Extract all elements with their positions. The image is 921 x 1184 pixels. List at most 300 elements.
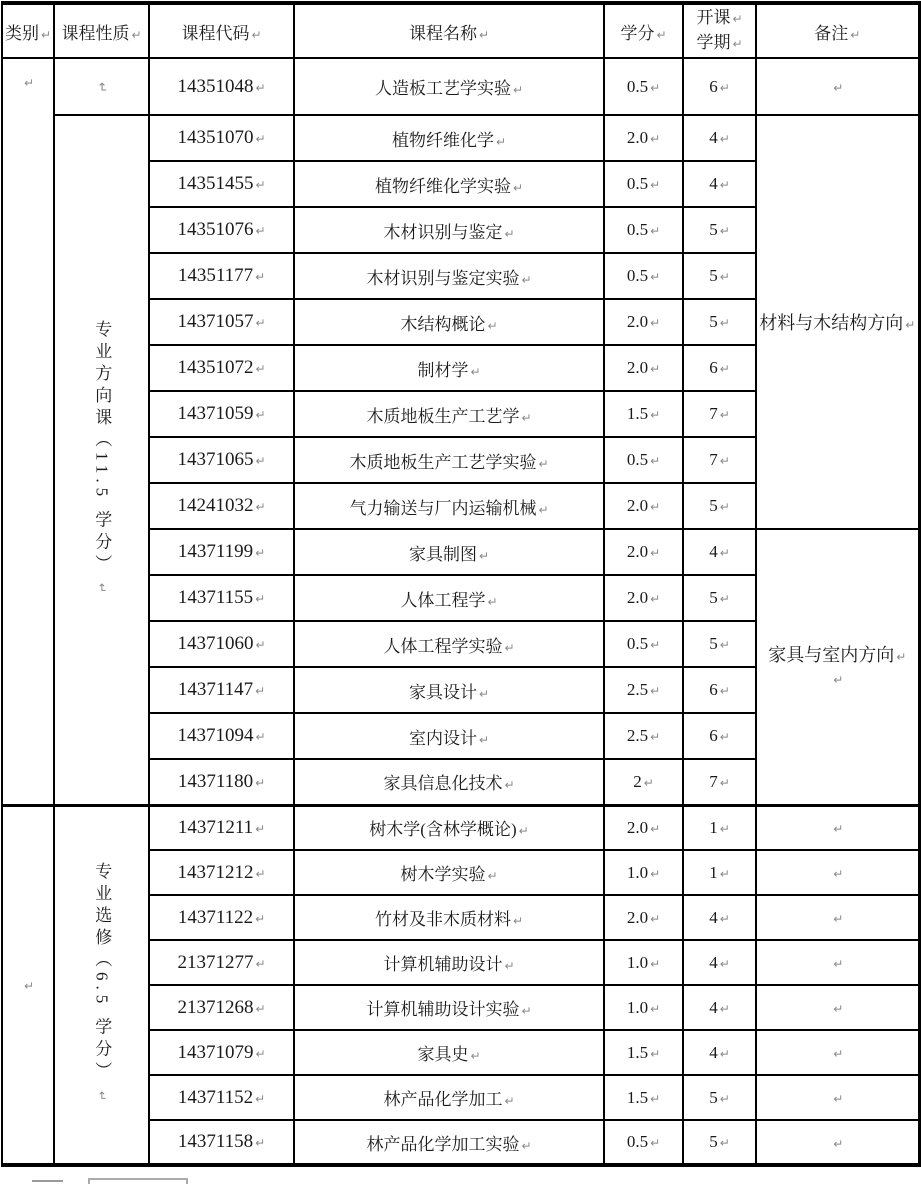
end-of-cell-mark: ↵ <box>512 914 524 928</box>
credits-value: 2 <box>633 771 642 791</box>
course-name-cell[interactable] <box>294 58 604 115</box>
credits-value: 0.5 <box>626 76 649 96</box>
semester-value: 4 <box>709 997 718 1017</box>
end-of-cell-mark: ↵ <box>255 866 266 881</box>
remarks-cell[interactable] <box>756 985 920 1030</box>
end-of-cell-mark: ↵ <box>255 454 266 468</box>
course-code-value: 14371059 <box>177 403 254 424</box>
credits-value: 2.0 <box>626 588 649 607</box>
end-of-cell-mark: ↵ <box>719 224 730 238</box>
end-of-cell-mark: ↵ <box>833 672 844 687</box>
end-of-cell-mark: ↵ <box>495 134 507 149</box>
course-code-value: 14371152 <box>177 1086 254 1108</box>
header-course-name[interactable] <box>294 3 604 58</box>
course-code-value: 14351455 <box>177 173 254 194</box>
header-credits[interactable] <box>604 3 683 58</box>
end-of-cell-mark: ↵ <box>23 76 35 90</box>
course-name-value: 家具史 <box>417 1045 469 1064</box>
end-of-cell-mark: ↵ <box>719 1091 730 1106</box>
semester-cell[interactable] <box>683 253 756 299</box>
end-of-cell-mark: ↵ <box>650 454 661 468</box>
end-of-cell-mark: ↵ <box>255 821 266 836</box>
course-name-cell[interactable] <box>294 759 604 805</box>
credits-value: 2.0 <box>626 907 649 927</box>
course-code-cell[interactable] <box>149 529 294 575</box>
end-of-cell-mark: ↵ <box>650 270 661 284</box>
end-of-cell-mark: ↵ <box>650 546 661 560</box>
semester-cell[interactable] <box>683 115 756 161</box>
course-name-value: 树木学实验 <box>400 865 486 884</box>
header-semester[interactable] <box>683 3 756 58</box>
credits-value: 1.5 <box>626 1087 649 1107</box>
credits-value: 0.5 <box>626 174 649 193</box>
credits-cell[interactable] <box>604 345 683 391</box>
credits-cell[interactable] <box>604 759 683 805</box>
course-name-value: 木材识别与鉴定实验 <box>366 268 520 288</box>
end-of-cell-mark: ↵ <box>650 80 661 95</box>
semester-cell[interactable] <box>683 529 756 575</box>
course-code-cell[interactable] <box>149 575 294 621</box>
semester-cell[interactable] <box>683 985 756 1030</box>
end-of-cell-mark: ↵ <box>650 500 661 514</box>
credits-cell[interactable] <box>604 985 683 1030</box>
credits-value: 0.5 <box>626 450 649 469</box>
end-of-cell-mark: ↵ <box>719 730 730 744</box>
end-of-cell-mark: ↵ <box>255 546 266 560</box>
course-name-cell[interactable] <box>294 529 604 575</box>
semester-cell[interactable] <box>683 940 756 985</box>
course-nature-cell[interactable] <box>54 115 149 805</box>
end-of-cell-mark: ↵ <box>40 27 52 42</box>
credits-cell[interactable] <box>604 850 683 895</box>
course-code-cell[interactable] <box>149 391 294 437</box>
credits-cell[interactable] <box>604 58 683 115</box>
course-code-value: 14351076 <box>177 219 254 240</box>
course-name-cell[interactable] <box>294 483 604 529</box>
course-code-cell[interactable] <box>149 345 294 391</box>
end-of-cell-mark: ↵ <box>650 178 661 192</box>
course-nature-vertical-text <box>92 862 112 1102</box>
end-of-cell-mark: ↵ <box>487 594 498 609</box>
semester-cell[interactable] <box>683 667 756 713</box>
credits-cell[interactable] <box>604 299 683 345</box>
credits-cell[interactable] <box>604 1120 683 1165</box>
semester-cell[interactable] <box>683 1075 756 1120</box>
end-of-cell-mark: ↵ <box>650 1091 661 1106</box>
header-semester-label-1: 开课 <box>696 8 731 27</box>
course-code-cell[interactable] <box>149 161 294 207</box>
course-code-value: 14371057 <box>177 311 254 332</box>
credits-cell[interactable] <box>604 437 683 483</box>
credits-cell[interactable] <box>604 115 683 161</box>
end-of-cell-mark: ↵ <box>833 1092 844 1106</box>
course-name-cell[interactable] <box>294 621 604 667</box>
header-course-nature-label: 课程性质 <box>61 23 130 43</box>
semester-value: 1 <box>709 817 718 837</box>
end-of-cell-mark: ↵ <box>470 1049 481 1063</box>
remarks-cell[interactable] <box>756 1120 920 1165</box>
course-name-cell[interactable] <box>294 1120 604 1165</box>
end-of-cell-mark: ↵ <box>255 362 266 376</box>
end-of-cell-mark: ↵ <box>650 730 661 744</box>
semester-value: 4 <box>709 907 718 927</box>
course-code-value: 14351048 <box>177 75 254 97</box>
credits-value: 1.5 <box>626 1042 649 1062</box>
credits-cell[interactable] <box>604 1030 683 1075</box>
end-of-cell-mark: ↵ <box>487 318 498 333</box>
course-nature-cell-empty[interactable] <box>54 58 149 115</box>
end-of-cell-mark: ↵ <box>650 1046 661 1061</box>
remarks-cell[interactable] <box>756 895 920 940</box>
course-name-cell[interactable] <box>294 299 604 345</box>
end-of-cell-mark: ↵ <box>719 80 730 95</box>
semester-cell[interactable] <box>683 483 756 529</box>
semester-value: 4 <box>709 174 718 193</box>
remark-direction-line <box>757 668 918 690</box>
semester-cell[interactable] <box>683 850 756 895</box>
end-of-cell-mark: ↵ <box>478 732 490 747</box>
end-of-cell-mark: ↵ <box>650 362 661 376</box>
course-name-cell[interactable] <box>294 391 604 437</box>
course-code-value: 14371094 <box>177 725 254 746</box>
semester-cell[interactable] <box>683 805 756 850</box>
course-name-cell[interactable] <box>294 940 604 985</box>
end-of-cell-mark: ↵ <box>833 1002 844 1016</box>
end-of-cell-mark: ↵ <box>833 867 844 881</box>
course-name-cell[interactable] <box>294 115 604 161</box>
end-of-cell-mark-vertical: ↵ <box>94 81 109 93</box>
course-code-cell[interactable] <box>149 58 294 115</box>
remarks-cell-direction-2[interactable] <box>756 529 920 805</box>
course-name-cell[interactable] <box>294 253 604 299</box>
remarks-cell[interactable] <box>756 1075 920 1120</box>
course-code-cell[interactable] <box>149 713 294 759</box>
course-code-value: 14371199 <box>177 541 254 562</box>
course-name-value: 植物纤维化学 <box>391 130 494 150</box>
course-code-value: 14371147 <box>177 679 254 700</box>
course-code-value: 21371268 <box>177 996 254 1018</box>
end-of-cell-mark: ↵ <box>643 775 654 790</box>
end-of-cell-mark: ↵ <box>650 821 661 836</box>
end-of-cell-mark: ↵ <box>833 957 844 971</box>
semester-cell[interactable] <box>683 621 756 667</box>
end-of-cell-mark: ↵ <box>719 500 730 514</box>
end-of-cell-mark: ↵ <box>650 866 661 881</box>
credits-value: 0.5 <box>626 220 649 239</box>
course-name-value: 竹材及非木质材料 <box>374 910 511 929</box>
course-code-cell[interactable] <box>149 483 294 529</box>
end-of-cell-mark: ↵ <box>650 224 661 238</box>
end-of-cell-mark: ↵ <box>719 592 730 606</box>
course-name-value: 人体工程学 <box>400 590 486 610</box>
semester-value: 4 <box>709 952 718 972</box>
end-of-cell-mark: ↵ <box>255 408 266 422</box>
credits-cell[interactable] <box>604 621 683 667</box>
end-of-cell-mark: ↵ <box>504 959 515 973</box>
end-of-cell-mark: ↵ <box>719 638 730 652</box>
header-category[interactable] <box>2 3 54 58</box>
course-name-cell[interactable] <box>294 895 604 940</box>
course-code-cell[interactable] <box>149 253 294 299</box>
course-code-value: 14371122 <box>177 906 254 928</box>
end-of-cell-mark: ↵ <box>255 684 266 698</box>
course-code-cell[interactable] <box>149 667 294 713</box>
course-name-value: 气力输送与厂内运输机械 <box>349 498 537 518</box>
end-of-cell-mark-vertical: ↵ <box>95 1090 110 1101</box>
course-code-cell[interactable] <box>149 1120 294 1165</box>
end-of-cell-mark: ↵ <box>521 272 532 287</box>
credits-cell[interactable] <box>604 1075 683 1120</box>
remarks-cell[interactable] <box>756 850 920 895</box>
end-of-cell-mark: ↵ <box>833 1047 844 1061</box>
semester-cell[interactable] <box>683 58 756 115</box>
semester-value: 5 <box>709 588 718 607</box>
course-name-cell[interactable] <box>294 985 604 1030</box>
end-of-cell-mark: ↵ <box>518 824 529 839</box>
remarks-cell[interactable] <box>756 940 920 985</box>
end-of-cell-mark: ↵ <box>833 822 844 837</box>
semester-cell[interactable] <box>683 713 756 759</box>
end-of-cell-mark: ↵ <box>650 132 661 146</box>
end-of-cell-mark: ↵ <box>719 1136 730 1150</box>
course-code-cell[interactable] <box>149 759 294 805</box>
course-name-value: 制材学 <box>417 360 469 380</box>
end-of-cell-mark: ↵ <box>521 410 532 425</box>
semester-cell[interactable] <box>683 345 756 391</box>
remarks-cell[interactable] <box>756 1030 920 1075</box>
course-name-value: 家具设计 <box>408 682 477 702</box>
semester-cell[interactable] <box>683 437 756 483</box>
remark-direction-label: 材料与木结构方向 <box>759 313 904 333</box>
course-code-value: 14371211 <box>177 816 254 838</box>
end-of-cell-mark: ↵ <box>255 956 266 971</box>
course-code-cell[interactable] <box>149 850 294 895</box>
credits-cell[interactable] <box>604 253 683 299</box>
end-of-cell-mark: ↵ <box>719 132 730 146</box>
semester-cell[interactable] <box>683 299 756 345</box>
end-of-cell-mark: ↵ <box>656 27 667 42</box>
credits-value: 0.5 <box>626 634 649 653</box>
semester-value: 6 <box>709 680 718 699</box>
semester-value: 6 <box>709 726 718 745</box>
semester-cell[interactable] <box>683 895 756 940</box>
credits-cell[interactable] <box>604 529 683 575</box>
remarks-cell[interactable] <box>756 805 920 850</box>
course-code-value: 14351072 <box>177 357 254 378</box>
end-of-cell-mark: ↵ <box>504 778 515 793</box>
credits-cell[interactable] <box>604 667 683 713</box>
end-of-cell-mark: ↵ <box>650 911 661 926</box>
credits-cell[interactable] <box>604 895 683 940</box>
course-code-cell[interactable] <box>149 299 294 345</box>
end-of-cell-mark: ↵ <box>255 1046 266 1061</box>
course-name-value: 林产品化学加工实验 <box>366 1134 520 1154</box>
end-of-cell-mark: ↵ <box>504 1094 515 1108</box>
end-of-cell-mark: ↵ <box>719 956 730 971</box>
end-of-cell-mark: ↵ <box>255 1136 266 1150</box>
course-name-cell[interactable] <box>294 1075 604 1120</box>
course-code-value: 14241032 <box>177 495 254 516</box>
course-table <box>1 1 921 1167</box>
semester-value: 7 <box>709 771 718 791</box>
semester-cell[interactable] <box>683 207 756 253</box>
course-code-value: 14371212 <box>177 861 254 883</box>
credits-cell[interactable] <box>604 940 683 985</box>
semester-cell[interactable] <box>683 161 756 207</box>
credits-cell[interactable] <box>604 483 683 529</box>
end-of-cell-mark: ↵ <box>255 1001 266 1016</box>
course-name-cell[interactable] <box>294 207 604 253</box>
end-of-cell-mark: ↵ <box>255 316 266 330</box>
course-name-cell[interactable] <box>294 1030 604 1075</box>
course-name-value: 计算机辅助设计实验 <box>366 1000 520 1019</box>
course-name-value: 家具信息化技术 <box>383 774 503 794</box>
credits-value: 1.5 <box>626 404 649 423</box>
header-remarks[interactable] <box>756 3 920 58</box>
semester-value: 5 <box>709 1087 718 1107</box>
course-code-value: 21371277 <box>177 951 254 973</box>
header-category-label: 类别 <box>4 23 39 43</box>
end-of-cell-mark: ↵ <box>255 911 266 926</box>
semester-cell[interactable] <box>683 391 756 437</box>
remarks-cell[interactable] <box>756 58 920 115</box>
header-course-nature[interactable] <box>54 3 149 58</box>
course-name-value: 林产品化学加工 <box>383 1090 503 1109</box>
end-of-cell-mark: ↵ <box>131 27 142 42</box>
credits-cell[interactable] <box>604 805 683 850</box>
credits-value: 2.0 <box>626 817 649 837</box>
semester-value: 5 <box>709 1132 718 1151</box>
end-of-cell-mark: ↵ <box>833 1136 844 1151</box>
remark-direction-label: 家具与室内方向 <box>768 644 895 665</box>
end-of-cell-mark: ↵ <box>512 180 524 195</box>
course-name-cell[interactable] <box>294 667 604 713</box>
credits-cell[interactable] <box>604 207 683 253</box>
semester-value: 5 <box>709 220 718 239</box>
semester-cell[interactable] <box>683 1030 756 1075</box>
end-of-cell-mark: ↵ <box>255 224 266 238</box>
credits-cell[interactable] <box>604 161 683 207</box>
course-code-value: 14371180 <box>177 770 254 792</box>
credits-value: 0.5 <box>626 1132 649 1151</box>
end-of-cell-mark: ↵ <box>650 684 661 698</box>
course-name-value: 人造板工艺学实验 <box>374 79 511 98</box>
semester-value: 5 <box>709 496 718 515</box>
course-code-cell[interactable] <box>149 207 294 253</box>
end-of-cell-mark: ↵ <box>470 364 481 379</box>
category-cell[interactable] <box>2 805 54 1165</box>
course-code-cell[interactable] <box>149 115 294 161</box>
end-of-cell-mark: ↵ <box>719 178 730 192</box>
course-code-cell[interactable] <box>149 1075 294 1120</box>
course-name-value: 木质地板生产工艺学实验 <box>349 452 537 472</box>
semester-cell[interactable] <box>683 1120 756 1165</box>
course-code-cell[interactable] <box>149 805 294 850</box>
course-name-value: 室内设计 <box>408 728 477 748</box>
course-code-value: 14351177 <box>177 265 254 286</box>
course-name-cell[interactable] <box>294 805 604 850</box>
remarks-cell-direction-1[interactable] <box>756 115 920 529</box>
course-code-cell[interactable] <box>149 621 294 667</box>
course-name-cell[interactable] <box>294 850 604 895</box>
end-of-cell-mark: ↵ <box>255 178 266 192</box>
end-of-cell-mark: ↵ <box>255 730 266 744</box>
page-bottom-artifact-line <box>32 1180 63 1182</box>
credits-value: 1.0 <box>626 862 649 882</box>
table-row <box>2 805 920 850</box>
semester-value: 7 <box>709 450 718 469</box>
table-row <box>2 115 920 161</box>
end-of-cell-mark: ↵ <box>538 502 549 517</box>
course-code-value: 14371158 <box>177 1131 254 1152</box>
course-code-value: 14351070 <box>177 127 254 148</box>
course-table-body <box>2 58 920 1165</box>
course-nature-cell[interactable] <box>54 805 149 1165</box>
credits-value: 2.0 <box>626 312 649 331</box>
end-of-cell-mark: ↵ <box>23 978 35 993</box>
end-of-cell-mark: ↵ <box>504 226 515 241</box>
table-row <box>2 58 920 115</box>
semester-value: 6 <box>709 76 718 96</box>
credits-cell[interactable] <box>604 713 683 759</box>
course-name-value: 人体工程学实验 <box>383 636 503 656</box>
course-code-cell[interactable] <box>149 985 294 1030</box>
end-of-cell-mark: ↵ <box>478 686 490 701</box>
credits-value: 1.0 <box>626 997 649 1017</box>
credits-value: 2.0 <box>626 358 649 377</box>
course-name-cell[interactable] <box>294 437 604 483</box>
end-of-cell-mark: ↵ <box>487 869 498 883</box>
end-of-cell-mark: ↵ <box>719 270 730 284</box>
course-name-cell[interactable] <box>294 345 604 391</box>
category-cell[interactable] <box>2 58 54 805</box>
end-of-cell-mark: ↵ <box>850 27 861 42</box>
semester-value: 5 <box>709 312 718 331</box>
end-of-cell-mark: ↵ <box>251 27 262 42</box>
end-of-cell-mark: ↵ <box>650 1001 661 1016</box>
course-name-cell[interactable] <box>294 575 604 621</box>
course-code-cell[interactable] <box>149 940 294 985</box>
end-of-cell-mark: ↵ <box>521 1138 532 1153</box>
credits-cell[interactable] <box>604 575 683 621</box>
course-code-value: 14371155 <box>177 587 254 608</box>
end-of-cell-mark: ↵ <box>719 684 730 698</box>
end-of-cell-mark: ↵ <box>833 81 844 95</box>
credits-cell[interactable] <box>604 391 683 437</box>
course-name-cell[interactable] <box>294 161 604 207</box>
semester-value: 5 <box>709 266 718 285</box>
end-of-cell-mark: ↵ <box>650 956 661 971</box>
end-of-cell-mark: ↵ <box>255 638 266 652</box>
course-name-value: 植物纤维化学实验 <box>374 176 511 196</box>
semester-cell[interactable] <box>683 759 756 805</box>
end-of-cell-mark: ↵ <box>650 1136 661 1150</box>
course-name-cell[interactable] <box>294 713 604 759</box>
semester-cell[interactable] <box>683 575 756 621</box>
end-of-cell-mark: ↵ <box>255 592 266 606</box>
course-code-cell[interactable] <box>149 1030 294 1075</box>
header-course-code-label: 课程代码 <box>181 23 250 43</box>
course-nature-label: 专业方向课（11.5 学分） <box>92 319 112 577</box>
header-course-code[interactable] <box>149 3 294 58</box>
course-code-cell[interactable] <box>149 437 294 483</box>
end-of-cell-mark: ↵ <box>255 80 266 95</box>
end-of-cell-mark: ↵ <box>650 638 661 652</box>
end-of-cell-mark: ↵ <box>719 775 730 790</box>
credits-value: 2.5 <box>626 726 649 745</box>
semester-value: 4 <box>709 128 718 147</box>
course-code-cell[interactable] <box>149 895 294 940</box>
